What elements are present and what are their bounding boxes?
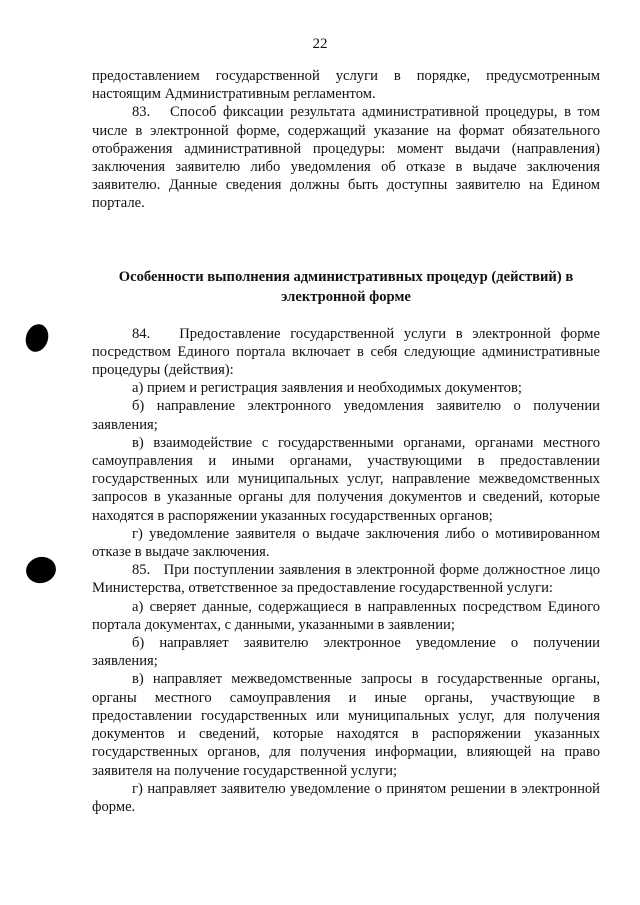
paragraph-84-item-b: б) направление электронного уведомления заявителю о получении заявления;: [92, 398, 600, 433]
paragraph-84-item-g: г) уведомление заявителя о выдаче заключения либо о мотивированном отказе в выдаче заключения.: [92, 525, 600, 561]
paragraph-continuation: предоставлением государственной услуги в порядке, предусмотренным настоящим Административным регламентом.: [92, 68, 600, 103]
paragraph-85-item-g: г) направляет заявителю уведомление о принятом решении в электронной форме.: [92, 780, 600, 815]
paragraph-85-item-b: б) направляет заявителю электронное уведомление о получении заявления;: [92, 635, 600, 670]
paragraph-84-item-v: в) взаимодействие с государственными органами, органами местного самоуправления и иными органами, участвующими в предоставлении государственных или муниципальных услуг, направление межведомственных запросов в указанные органы для получения документов и сведений, которые находятся в распоряжении указанных государственных органов;: [92, 434, 600, 524]
paragraph-84-item-a: а) прием и регистрация заявления и необходимых документов;: [132, 380, 522, 397]
paragraph-85-item-a: а) сверяет данные, содержащиеся в направленных посредством Единого портала документах, с данными, указанными в заявлении;: [92, 598, 600, 633]
paragraph-85-item-v: в) направляет межведомственные запросы в государственные органы, органы местного самоуправления и иные органы, участвующие в предоставлении государственных или муниципальных услуг, для получения документов и сведений, которые находятся в распоряжении указанных государственных органов, для получения информации, влияющей на право заявителя на получение государственной услуги;: [92, 671, 600, 779]
section-heading: Особенности выполнения административных процедур (действий) в электронной форме: [118, 268, 574, 305]
paragraph-84: 84. Предоставление государственной услуги в электронной форме посредством Единого портала включает в себя следующие административные процедуры (действия):: [92, 325, 600, 379]
document-body: [92, 67, 600, 816]
paragraph-85: 85. При поступлении заявления в электронной форме должностное лицо Министерства, ответственное за предоставление государственной услуги:: [92, 562, 600, 597]
page-number: 22: [312, 36, 328, 52]
punch-hole-mark: [24, 554, 59, 586]
punch-hole-mark: [22, 321, 52, 354]
paragraph-83: 83. Способ фиксации результата административной процедуры, в том числе в электронной форме, содержащий указание на формат обязательного отображения административной процедуры: момент выдачи (направления) заключения заявителю либо уведомления об отказе в выдаче заключения заявителю. Данные сведения должны быть доступны заявителю на Едином портале.: [92, 104, 600, 212]
